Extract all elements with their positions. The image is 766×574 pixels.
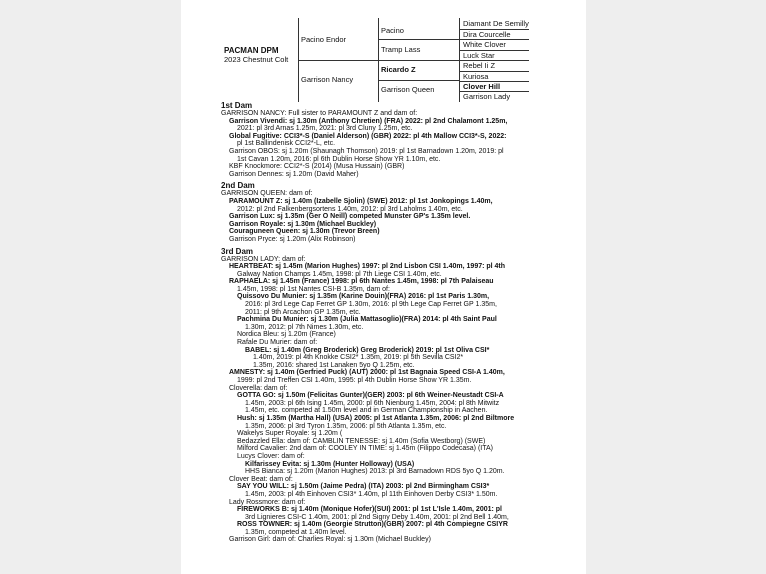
- record-line: Garrison Vivendi: sj 1.30m (Anthony Chretien) (FRA) 2022: pl 2nd Chalamont 1.25m,: [229, 117, 508, 125]
- record-line: Milford Cavalier: 2nd dam of: COOLEY IN TIME: sj 1.45m (Filippo Codecasa) (ITA): [237, 445, 493, 453]
- record-line: Garrison Dennes: sj 1.20m (David Maher): [229, 170, 359, 178]
- pedigree-page: [181, 0, 586, 574]
- record-line: 1.35m, competed at 1.40m level.: [245, 528, 347, 536]
- second-dam-heading: 2nd Dam: [221, 181, 255, 191]
- record-line: 2011: pl 9th Arcachon GP 1.35m, etc.: [245, 308, 361, 316]
- record-line: 2016: pl 3rd Lege Cap Ferret GP 1.30m, 2016: pl 9th Lege Cap Ferret GP 1.35m,: [245, 301, 497, 309]
- record-line: Clover Beat: dam of:: [229, 475, 293, 483]
- g3-4: Luck Star: [463, 51, 495, 60]
- record-line: 3rd Lignieres CSI-C 1.40m, 2001: pl 2nd Signy Deby 1.40m, 2001: pl 2nd Bell 1.40m,: [245, 513, 509, 521]
- record-line: 2021: pl 3rd Arnas 1.25m, 2021: pl 3rd Cluny 1.25m, etc.: [237, 125, 413, 133]
- sire-dam: Tramp Lass: [381, 45, 421, 54]
- record-line: ROSS TOWNER: sj 1.40m (Georgie Strutton)(GBR) 2007: pl 4th Compiegne CSIYR: [237, 521, 508, 529]
- g3-2: Dira Courcelle: [463, 30, 511, 39]
- record-line: Pachmina Du Munier: sj 1.30m (Julia Mattasoglio)(FRA) 2014: pl 4th Saint Paul: [237, 316, 497, 324]
- record-line: 1.35m, 2016: shared 1st Lanaken 5yo Q 1.25m, etc.: [253, 361, 415, 369]
- record-line: pl 1st Ballindenisk CCI2*-L, etc.: [237, 140, 336, 148]
- first-dam-heading: 1st Dam: [221, 101, 253, 110]
- record-line: GARRISON QUEEN: dam of:: [221, 190, 313, 198]
- divider: [459, 91, 529, 92]
- record-line: 1.45m, 2003: pl 6th Ising 1.45m, 2000: pl 6th Nienburg 1.45m, 2004: pl 8th Mitwitz: [245, 399, 500, 407]
- record-line: Lucys Clover: dam of:: [237, 452, 305, 460]
- divider: [378, 60, 459, 61]
- g3-6: Kuriosa: [463, 72, 489, 81]
- g3-3: White Clover: [463, 40, 506, 49]
- record-line: Global Fugitive: CCI3*-S (Daniel Alderson) (GBR) 2022: pl 4th Mallow CCI3*-S, 2022:: [229, 132, 507, 140]
- divider: [459, 71, 529, 72]
- record-line: GARRISON NANCY: Full sister to PARAMOUNT Z and dam of:: [221, 110, 418, 117]
- record-line: Bedazzled Ella: dam of: CAMBLIN TENESSE: sj 1.40m (Sofia Westborg) (SWE): [237, 437, 486, 445]
- g3-1: Diamant De Semilly: [463, 19, 529, 28]
- sire: Pacino Endor: [301, 35, 347, 44]
- record-line: GARRISON LADY: dam of:: [221, 255, 306, 263]
- record-line: Garrison OBOS: sj 1.20m (Shaunagh Thomson) 2019: pl 1st Barnadown 1.20m, 2019: pl: [229, 147, 504, 155]
- record-line: HHS Bianca: sj 1.20m (Marion Hughes) 2013: pl 3rd Barnadown RDS 5yo Q 1.20m.: [245, 468, 505, 476]
- divider: [378, 39, 459, 40]
- produce-record: [221, 101, 583, 547]
- record-line: RAPHAELA: sj 1.45m (France) 1998: pl 6th Nantes 1.45m, 1998: pl 7th Palaiseau: [229, 278, 494, 286]
- first-dam-section: [221, 101, 583, 178]
- record-line: 1.30m, 2012: pl 7th Nimes 1.30m, etc.: [245, 323, 364, 331]
- record-line: SAY YOU WILL: sj 1.50m (Jaime Pedra) (ITA) 2003: pl 2nd Birmingham CSI3*: [237, 483, 490, 491]
- horse-info: 2023 Chestnut Colt: [224, 55, 289, 64]
- second-dam-section: [221, 181, 583, 243]
- horse-name: PACMAN DPM: [224, 46, 279, 55]
- third-dam-heading: 3rd Dam: [221, 246, 254, 256]
- record-line: AMNESTY: sj 1.40m (Gerfried Puck) (AUT) 2000: pl 1st Bagnaia Speed CSI-A 1.40m,: [229, 369, 505, 377]
- divider: [459, 60, 529, 61]
- g3-8: Garrison Lady: [463, 92, 511, 101]
- record-line: 2012: pl 2nd Falkenbergsortens 1.40m, 2012: pl 3rd Laholms 1.40m, etc.: [237, 205, 463, 213]
- third-dam-section: [221, 247, 583, 545]
- record-line: Rafale Du Murier: dam of:: [237, 339, 318, 347]
- record-line: 1st Cavan 1.20m, 2016: pl 6th Dublin Horse Show YR 1.10m, etc.: [237, 155, 441, 163]
- divider: [459, 29, 529, 30]
- record-line: Garrison Lux: sj 1.35m (Ger O Neill) competed Munster GP's 1.35m level.: [229, 213, 471, 221]
- record-line: Lady Rossmore: dam of:: [229, 498, 306, 506]
- dam-dam: Garrison Queen: [381, 85, 435, 94]
- record-line: PARAMOUNT Z: sj 1.40m (Izabelle Sjolin) (SWE) 2012: pl 1st Jonkopings 1.40m,: [229, 197, 493, 205]
- record-line: Galway Nation Champs 1.45m, 1998: pl 7th Liege CSI 1.40m, etc.: [237, 270, 442, 278]
- sire-sire: Pacino: [381, 26, 404, 35]
- record-line: Garrison Royale: sj 1.30m (Michael Buckley): [229, 220, 377, 228]
- record-line: Garrison Pryce: sj 1.20m (Alix Robinson): [229, 235, 356, 243]
- divider: [459, 81, 529, 82]
- record-line: HEARTBEAT: sj 1.45m (Marion Hughes) 1997: pl 2nd Lisbon CSI 1.40m, 1997: pl 4th: [229, 263, 506, 271]
- dam-sire: Ricardo Z: [381, 65, 416, 74]
- record-line: Cloverella: dam of:: [229, 384, 288, 392]
- record-line: Garrison Girl: dam of: Charlies Royal: sj 1.30m (Michael Buckley): [229, 536, 431, 544]
- record-line: Couraguneen Queen: sj 1.30m (Trevor Breen): [229, 228, 380, 236]
- divider: [459, 39, 529, 40]
- record-line: 1.35m, 2006: pl 3rd Tyron 1.35m, 2006: pl 5th Atlanta 1.35m, etc.: [245, 422, 447, 430]
- record-line: Quissovo Du Munier: sj 1.35m (Karine Douin)(FRA) 2016: pl 1st Paris 1.30m,: [237, 293, 490, 301]
- divider: [459, 50, 529, 51]
- g3-7: Clover Hill: [463, 82, 501, 91]
- record-line: FIREWORKS B: sj 1.40m (Monique Hofer)(SUI) 2001: pl 1st L'Isle 1.40m, 2001: pl: [237, 506, 503, 514]
- record-line: GOTTA GO: sj 1.50m (Felicitas Gunter)(GER) 2003: pl 6th Weiner-Neustadt CSI-A: [237, 392, 504, 400]
- divider: [298, 60, 378, 61]
- record-line: BABEL: sj 1.40m (Greg Broderick) Greg Broderick) 2019: pl 1st Oliva CSI*: [245, 346, 490, 354]
- record-line: 1.45m, 1998: pl 1st Nantes CSI-B 1.35m, dam of:: [237, 285, 390, 293]
- record-line: 1.45m, 2003: pl 4th Einhoven CSI3* 1.40m, pl 11th Einhoven Derby CSI3* 1.50m.: [245, 490, 498, 498]
- record-line: 1999: pl 2nd Treffen CSI 1.40m, 1995: pl 4th Dublin Horse Show YR 1.35m.: [237, 377, 472, 384]
- record-line: 1.45m, etc. competed at 1.50m level and in German Championship in Aachen.: [245, 407, 488, 415]
- record-line: Kilfarissey Evita: sj 1.30m (Hunter Holloway) (USA): [245, 460, 415, 468]
- record-line: Wakelys Super Royale: sj 1.20m (: [237, 430, 343, 438]
- g3-5: Rebel Ii Z: [463, 61, 496, 70]
- pedigree-chart: [181, 0, 586, 100]
- divider: [378, 80, 459, 81]
- record-line: Nordica Bleu: sj 1.20m (France): [237, 331, 336, 339]
- record-line: 1.40m, 2019: pl 4th Knokke CSI2* 1.35m, 2019: pl 5th Sevilla CSI2*: [253, 354, 464, 362]
- dam: Garrison Nancy: [301, 75, 354, 84]
- record-line: Hush: sj 1.35m (Martha Hall) (USA) 2005: pl 1st Atlanta 1.35m, 2006: pl 2nd Biltmore: [237, 414, 515, 422]
- record-line: KBF Knockmore: CCI2*-S (2014) (Musa Hussain) (GBR): [229, 163, 405, 171]
